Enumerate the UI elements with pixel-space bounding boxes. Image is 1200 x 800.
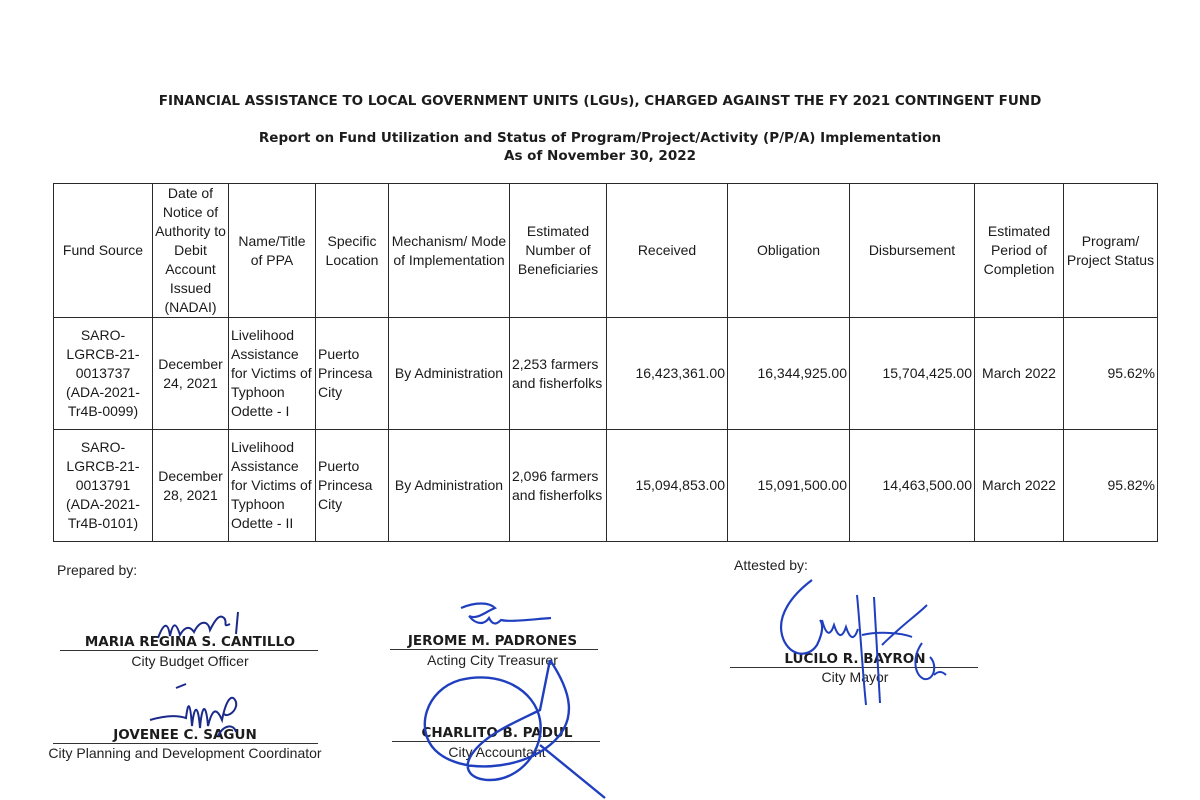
column-header: Mechanism/ Mode of Implementation bbox=[389, 184, 510, 318]
table-row bbox=[54, 430, 1158, 542]
nadai-date-cell: December 28, 2021 bbox=[153, 430, 229, 542]
column-header: Estimated Period of Completion bbox=[975, 184, 1064, 318]
attested-by-label: Attested by: bbox=[734, 557, 808, 573]
beneficiaries-cell: 2,253 farmers and fisherfolks bbox=[510, 318, 607, 430]
report-subtitle: Report on Fund Utilization and Status of Program/Project/Activity (P/P/A) Implementation bbox=[258, 130, 942, 146]
column-header: Disbursement bbox=[850, 184, 975, 318]
prepared-by-label: Prepared by: bbox=[57, 562, 138, 578]
ppa-cell: Livelihood Assistance for Victims of Typhoon Odette - I bbox=[229, 318, 316, 430]
signature-line bbox=[53, 743, 318, 744]
budget-officer-name: MARIA REGINA S. CANTILLO bbox=[84, 634, 296, 650]
beneficiaries-cell: 2,096 farmers and fisherfolks bbox=[510, 430, 607, 542]
planning-coordinator-position: City Planning and Development Coordinator bbox=[48, 745, 322, 761]
mayor-position: City Mayor bbox=[821, 669, 889, 685]
signature-line bbox=[392, 741, 600, 742]
signature-line bbox=[390, 649, 598, 650]
completion-cell: March 2022 bbox=[975, 318, 1064, 430]
report-title: FINANCIAL ASSISTANCE TO LOCAL GOVERNMENT UNITS (LGUs), CHARGED AGAINST THE FY 2021 CONTINGENT FUND bbox=[158, 93, 1042, 109]
fund-utilization-table bbox=[53, 183, 1158, 542]
planning-coordinator-name: JOVENEE C. SAGUN bbox=[113, 727, 257, 743]
location-cell: Puerto Princesa City bbox=[316, 318, 389, 430]
treasurer-position: Acting City Treasurer bbox=[427, 652, 558, 668]
mechanism-cell: By Administration bbox=[389, 430, 510, 542]
received-cell: 16,423,361.00 bbox=[607, 318, 728, 430]
completion-cell: March 2022 bbox=[975, 430, 1064, 542]
table-row bbox=[54, 318, 1158, 430]
column-header: Specific Location bbox=[316, 184, 389, 318]
report-date: As of November 30, 2022 bbox=[504, 148, 696, 164]
disbursement-cell: 15,704,425.00 bbox=[850, 318, 975, 430]
disbursement-cell: 14,463,500.00 bbox=[850, 430, 975, 542]
signature-line bbox=[60, 650, 318, 651]
obligation-cell: 15,091,500.00 bbox=[728, 430, 850, 542]
treasurer-name: JEROME M. PADRONES bbox=[407, 633, 578, 649]
ppa-cell: Livelihood Assistance for Victims of Typhoon Odette - II bbox=[229, 430, 316, 542]
column-header: Name/Title of PPA bbox=[229, 184, 316, 318]
received-cell: 15,094,853.00 bbox=[607, 430, 728, 542]
obligation-cell: 16,344,925.00 bbox=[728, 318, 850, 430]
column-header: Program/ Project Status bbox=[1064, 184, 1158, 318]
status-cell: 95.62% bbox=[1064, 318, 1158, 430]
signature-line bbox=[730, 667, 978, 668]
column-header: Received bbox=[607, 184, 728, 318]
status-cell: 95.82% bbox=[1064, 430, 1158, 542]
nadai-date-cell: December 24, 2021 bbox=[153, 318, 229, 430]
fund-source-cell: SARO-LGRCB-21-0013737 (ADA-2021-Tr4B-0099) bbox=[54, 318, 153, 430]
column-header: Date of Notice of Authority to Debit Account Issued (NADAI) bbox=[153, 184, 229, 318]
signature-mark-treasurer bbox=[455, 600, 555, 635]
mayor-name: LUCILO R. BAYRON bbox=[784, 651, 926, 667]
column-header: Fund Source bbox=[54, 184, 153, 318]
accountant-position: City Accountant bbox=[448, 744, 546, 760]
budget-officer-position: City Budget Officer bbox=[131, 653, 249, 669]
mechanism-cell: By Administration bbox=[389, 318, 510, 430]
column-header: Obligation bbox=[728, 184, 850, 318]
signature-mark-mayor bbox=[762, 575, 952, 710]
column-header: Estimated Number of Beneficiaries bbox=[510, 184, 607, 318]
accountant-name: CHARLITO B. PADUL bbox=[421, 725, 573, 741]
table-header-row bbox=[54, 184, 1158, 318]
fund-source-cell: SARO-LGRCB-21-0013791 (ADA-2021-Tr4B-0101) bbox=[54, 430, 153, 542]
location-cell: Puerto Princesa City bbox=[316, 430, 389, 542]
